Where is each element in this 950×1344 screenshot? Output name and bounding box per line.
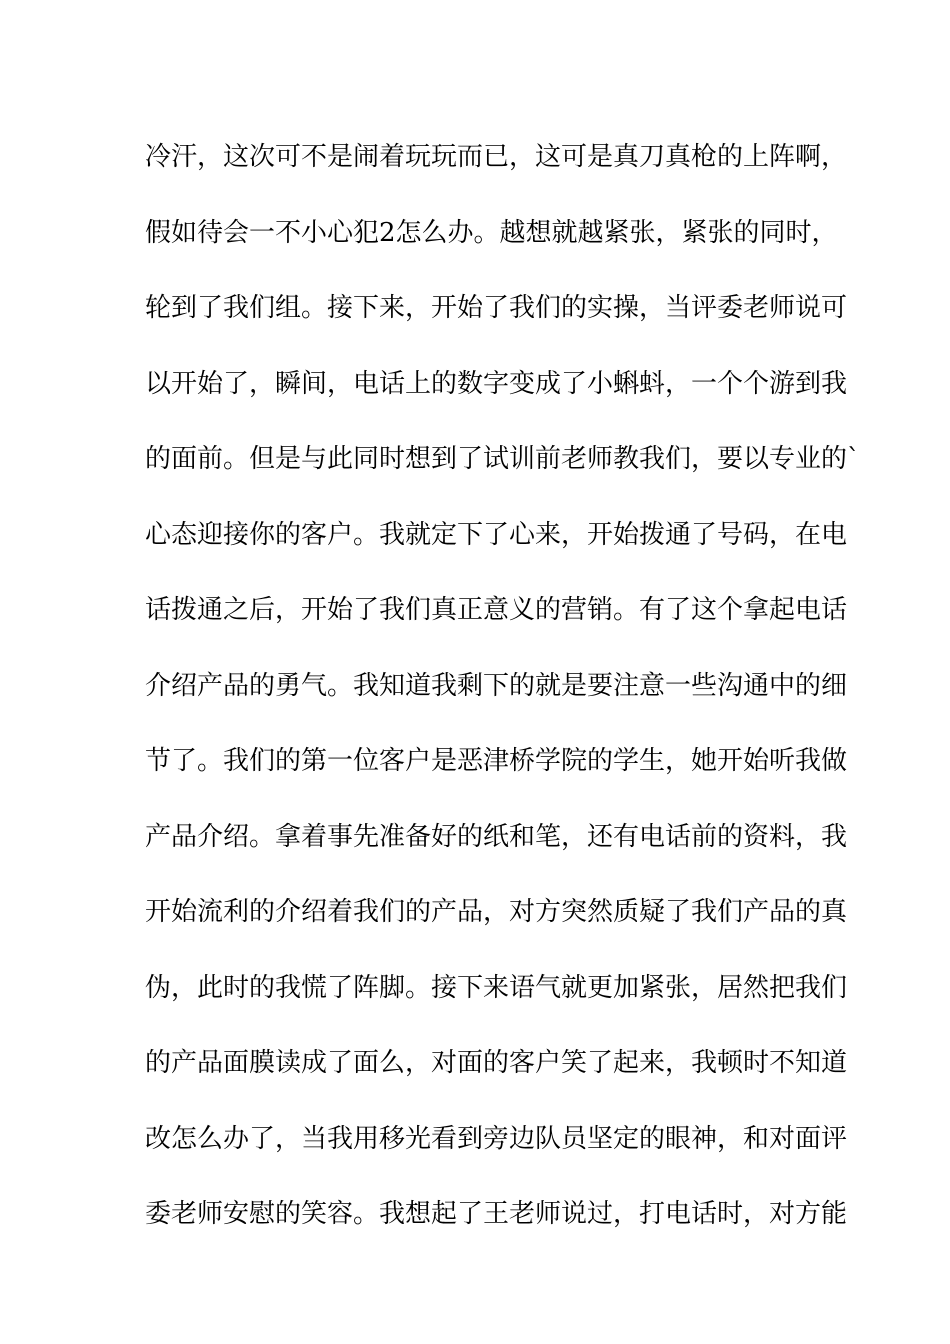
text-line-14: 改怎么办了，当我用移光看到旁边队员坚定的眼神，和对面评 <box>145 1123 848 1154</box>
text-line-15: 委老师安慰的笑容。我想起了王老师说过，打电话时，对方能 <box>145 1199 848 1229</box>
text-line-10: 产品介绍。拿着事先准备好的纸和笔，还有电话前的资料，我 <box>145 821 848 852</box>
text-line-2: 假如待会一不小心犯2怎么办。越想就越紧张，紧张的同时， <box>145 217 838 248</box>
text-line-8: 介绍产品的勇气。我知道我剩下的就是要注意一些沟通中的细 <box>145 670 848 701</box>
text-line-4: 以开始了，瞬间，电话上的数字变成了小蝌蚪，一个个游到我 <box>145 368 848 399</box>
text-line-11: 开始流利的介绍着我们的产品，对方突然质疑了我们产品的真 <box>145 897 848 927</box>
text-line-5: 的面前。但是与此同时想到了试训前老师教我们，要以专业的` <box>145 444 861 474</box>
document-body <box>145 127 861 1260</box>
text-line-6: 心态迎接你的客户。我就定下了心来，开始拨通了号码，在电 <box>145 519 848 550</box>
text-line-1: 冷汗，这次可不是闹着玩玩而已，这可是真刀真枪的上阵啊， <box>145 142 848 172</box>
text-line-3: 轮到了我们组。接下来，开始了我们的实操，当评委老师说可 <box>145 293 848 323</box>
text-line-12: 伪，此时的我慌了阵脚。接下来语气就更加紧张，居然把我们 <box>145 972 848 1003</box>
text-line-9: 节了。我们的第一位客户是恶津桥学院的学生，她开始听我做 <box>145 746 848 776</box>
text-line-13: 的产品面膜读成了面么，对面的客户笑了起来，我顿时不知道 <box>145 1048 848 1078</box>
text-line-7: 话拨通之后，开始了我们真正意义的营销。有了这个拿起电话 <box>145 595 848 625</box>
